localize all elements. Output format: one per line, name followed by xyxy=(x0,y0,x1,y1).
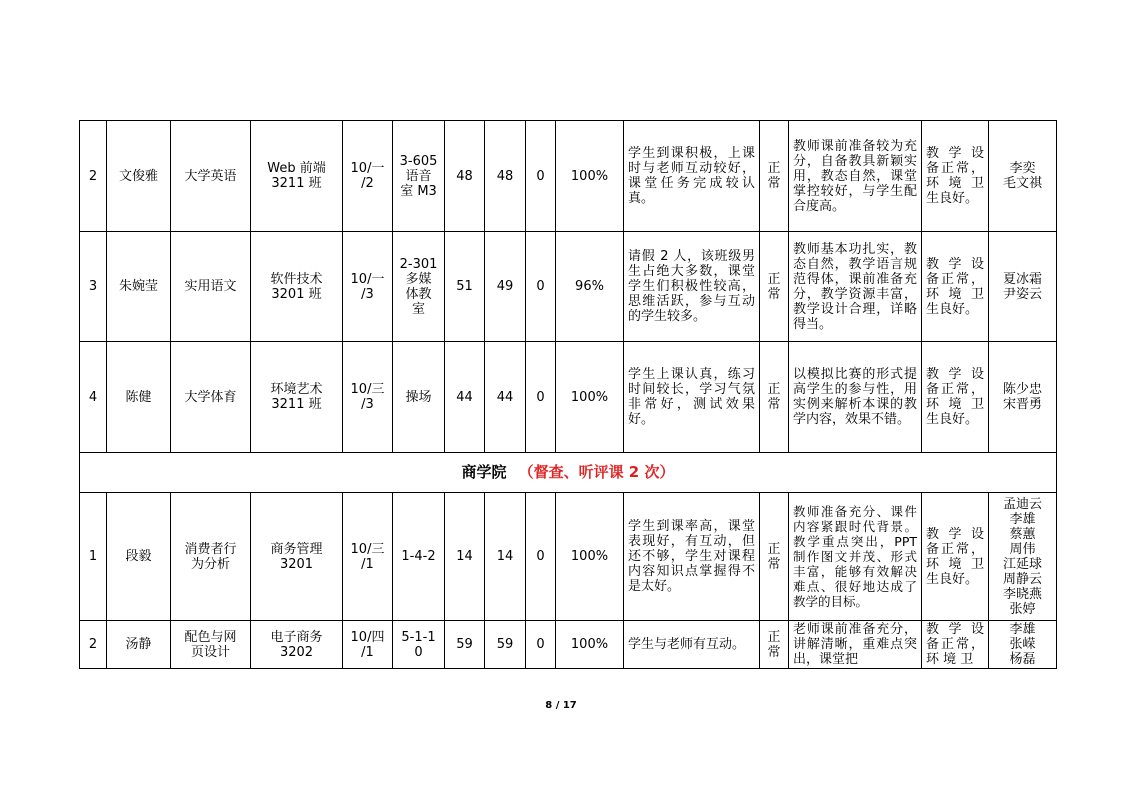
teaching-comment: 以模拟比赛的形式提高学生的参与性，用实例来解析本课的教学内容，效果不错。 xyxy=(789,342,922,453)
inspectors: 陈少忠 宋晋勇 xyxy=(989,342,1057,453)
table-row xyxy=(80,342,1057,453)
row-number: 2 xyxy=(80,621,107,669)
actual-count: 14 xyxy=(485,493,526,621)
classroom: 3-605 语音 室 M3 xyxy=(393,121,445,232)
status: 正 常 xyxy=(760,621,789,669)
attendance-rate: 100% xyxy=(556,621,624,669)
actual-count: 48 xyxy=(485,121,526,232)
course-name: 实用语文 xyxy=(171,232,251,342)
attendance-rate: 100% xyxy=(556,121,624,232)
actual-count: 44 xyxy=(485,342,526,453)
student-comment: 学生上课认真，练习时间较长，学习气氛非常好，测试效果好。 xyxy=(624,342,760,453)
student-comment: 请假 2 人，该班级男生占绝大多数，课堂学生们积极性较高，思维活跃，参与互动的学生较多。 xyxy=(624,232,760,342)
table-row xyxy=(80,232,1057,342)
status: 正 常 xyxy=(760,493,789,621)
section-header-row xyxy=(80,453,1057,493)
classroom: 1-4-2 xyxy=(393,493,445,621)
page-number: 8 / 17 xyxy=(545,700,577,711)
inspectors: 夏冰霜 尹姿云 xyxy=(989,232,1057,342)
student-comment: 学生与老师有互动。 xyxy=(624,621,760,669)
time-slot: 10/三 /3 xyxy=(343,342,393,453)
table-row xyxy=(80,493,1057,621)
inspectors-text: 李雄 张嵘 杨磊 xyxy=(1009,622,1036,667)
absent-count: 0 xyxy=(526,232,556,342)
section-header xyxy=(80,453,1057,493)
course-name: 大学体育 xyxy=(171,342,251,453)
environment-comment xyxy=(922,621,989,669)
time-slot: 10/四 /1 xyxy=(343,621,393,669)
expected-count: 51 xyxy=(445,232,485,342)
absent-count: 0 xyxy=(526,342,556,453)
class-name: 环境艺术 3211 班 xyxy=(251,342,343,453)
class-name: 软件技术 3201 班 xyxy=(251,232,343,342)
inspectors: 李奕 毛文祺 xyxy=(989,121,1057,232)
teacher-name: 朱婉莹 xyxy=(107,232,171,342)
time-slot: 10/三 /1 xyxy=(343,493,393,621)
row-number: 3 xyxy=(80,232,107,342)
expected-count: 59 xyxy=(445,621,485,669)
inspectors xyxy=(989,621,1057,669)
status: 正 常 xyxy=(760,121,789,232)
classroom: 操场 xyxy=(393,342,445,453)
teaching-comment: 教师准备充分、课件内容紧跟时代背景。教学重点突出，PPT 制作图文并茂、形式丰富，能够有效解决难点、很好地达成了教学的目标。 xyxy=(789,493,922,621)
time-slot: 10/一 /2 xyxy=(343,121,393,232)
classroom: 5-1-1 0 xyxy=(393,621,445,669)
row-number: 1 xyxy=(80,493,107,621)
time-slot: 10/一 /3 xyxy=(343,232,393,342)
course-name: 配色与网 页设计 xyxy=(171,621,251,669)
attendance-rate: 96% xyxy=(556,232,624,342)
teaching-comment: 教师基本功扎实，教态自然，教学语言规范得体，课前准备充分，教学资源丰富，教学设计合理，详略得当。 xyxy=(789,232,922,342)
teaching-comment-text: 老师课前准备充分，讲解清晰，重难点突出，课堂把 xyxy=(793,622,917,667)
table-row xyxy=(80,621,1057,669)
expected-count: 48 xyxy=(445,121,485,232)
environment-comment: 教 学 设备正常，环 境 卫生良好。 xyxy=(922,342,989,453)
attendance-rate: 100% xyxy=(556,342,624,453)
class-name: 电子商务 3202 xyxy=(251,621,343,669)
course-name: 消费者行 为分析 xyxy=(171,493,251,621)
teacher-name: 段毅 xyxy=(107,493,171,621)
teacher-name: 陈健 xyxy=(107,342,171,453)
environment-comment: 教 学 设备正常，环 境 卫生良好。 xyxy=(922,493,989,621)
student-comment: 学生到课积极，上课时与老师互动较好，课堂任务完成较认真。 xyxy=(624,121,760,232)
status: 正 常 xyxy=(760,232,789,342)
absent-count: 0 xyxy=(526,121,556,232)
environment-comment: 教 学 设备正常，环 境 卫生良好。 xyxy=(922,232,989,342)
teacher-name: 汤静 xyxy=(107,621,171,669)
teaching-comment: 教师课前准备较为充分，自备教具新颖实用，教态自然，课堂掌控较好，与学生配合度高。 xyxy=(789,121,922,232)
actual-count: 59 xyxy=(485,621,526,669)
student-comment: 学生到课率高，课堂表现好，有互动，但还不够，学生对课程内容知识点掌握得不是太好。 xyxy=(624,493,760,621)
expected-count: 44 xyxy=(445,342,485,453)
classroom: 2-301 多媒 体教 室 xyxy=(393,232,445,342)
environment-comment: 教 学 设备正常，环 境 卫生良好。 xyxy=(922,121,989,232)
row-number: 2 xyxy=(80,121,107,232)
teaching-comment xyxy=(789,621,922,669)
course-name: 大学英语 xyxy=(171,121,251,232)
inspection-table xyxy=(79,120,1057,669)
section-note: （督查、听评课 2 次） xyxy=(518,463,675,481)
status: 正 常 xyxy=(760,342,789,453)
attendance-rate: 100% xyxy=(556,493,624,621)
actual-count: 49 xyxy=(485,232,526,342)
section-title: 商学院 xyxy=(461,463,507,481)
table-row xyxy=(80,121,1057,232)
environment-comment-text: 教 学 设备正常，环 境 卫 xyxy=(926,622,984,667)
expected-count: 14 xyxy=(445,493,485,621)
absent-count: 0 xyxy=(526,493,556,621)
absent-count: 0 xyxy=(526,621,556,669)
class-name: Web 前端 3211 班 xyxy=(251,121,343,232)
class-name: 商务管理 3201 xyxy=(251,493,343,621)
teacher-name: 文俊雅 xyxy=(107,121,171,232)
row-number: 4 xyxy=(80,342,107,453)
inspectors: 孟迪云 李雄 蔡蕙 周伟 江延球 周静云 李晓燕 张婷 xyxy=(989,493,1057,621)
